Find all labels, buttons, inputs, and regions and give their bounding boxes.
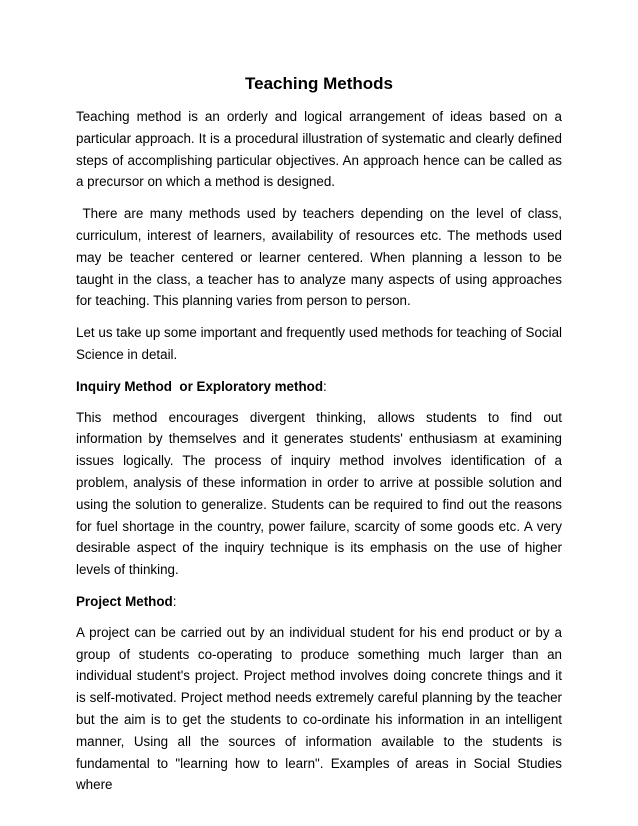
page-title: Teaching Methods [245,74,393,93]
project-method-heading [76,591,562,613]
intro-paragraph: Teaching method is an orderly and logical arrangement of ideas based on a particular approach. It is a procedural illustration of systematic and clearly defined steps of accomplishing particular objectives. An approach hence can be called as a precursor on which a method is designed. [76,109,562,190]
document-page [76,72,566,806]
many-methods-paragraph: There are many methods used by teachers depending on the level of class, curriculum, interest of learners, availability of resources etc. The methods used may be teacher centered or learner centered. When planning a lesson to be taught in the class, a teacher has to analyze many aspects of using approaches for teaching. This planning varies from person to person. [76,206,566,309]
inquiry-method-heading-colon: : [323,378,327,394]
project-method-heading-text: Project Method [76,593,173,609]
inquiry-method-heading [76,376,562,398]
inquiry-method-heading-text: Inquiry Method or Exploratory method [76,378,323,394]
inquiry-method-body: This method encourages divergent thinking, allows students to find out information by themselves and it generates students' enthusiasm at examining issues logically. The process of inquiry method involves identification of a problem, analysis of these information in order to arrive at possible solution and using the solution to generalize. Students can be required to find out the reasons for fuel shortage in the country, power failure, scarcity of some goods etc. A very desirable aspect of the inquiry technique is its emphasis on the use of higher levels of thinking. [76,409,562,578]
project-method-body: A project can be carried out by an individual student for his end product or by a group of students co-operating to produce something much larger than an individual student's project. Project method involves doing concrete things and it is self-motivated. Project method needs extremely careful planning by the teacher but the aim is to get the students to co-ordinate his information in an intelligent manner, Using all the sources of information available to the students is fundamental to "learning how to learn". Examples of areas in Social Studies where [76,624,562,793]
project-method-heading-colon: : [172,593,177,609]
lets-take-up-paragraph: Let us take up some important and frequently used methods for teaching of Social Science in detail. [76,325,562,362]
